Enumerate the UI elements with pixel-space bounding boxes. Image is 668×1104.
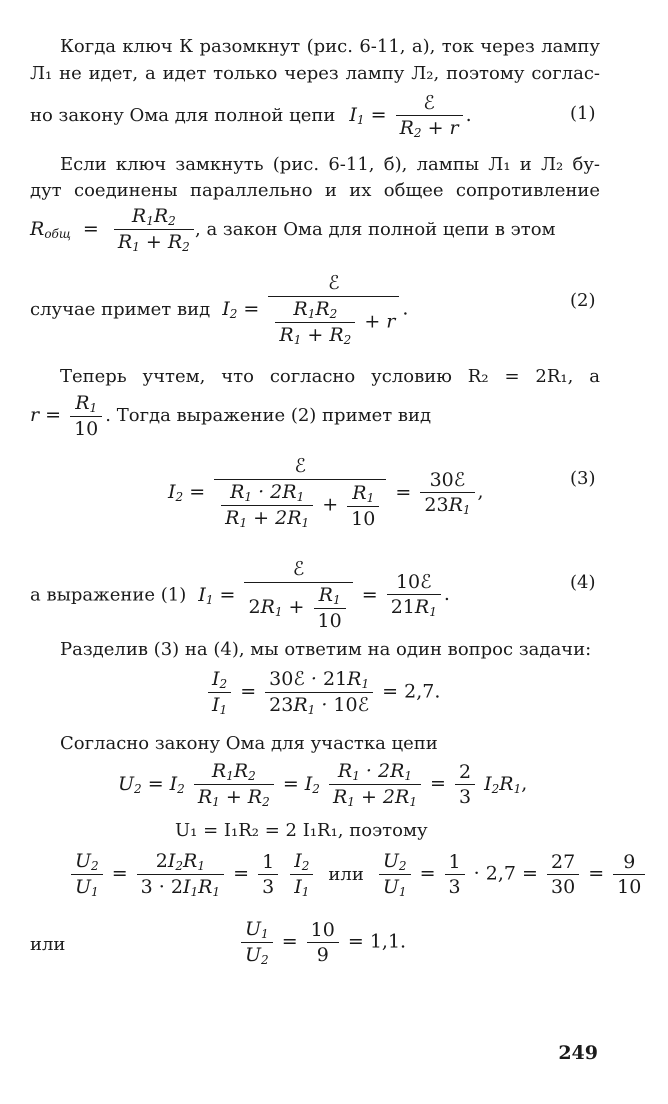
equation-final: $\frac{U_1}{U_2}$ = $\frac{10}{9}$ = 1,1. — [238, 918, 406, 967]
equation-u2: $U_2 = I_2$ $\frac{R_1R_2}{R_1 + R_2}$ = $I_2$ $\frac{R_1 \cdot 2R_1}{R_1 + 2R_1}$ = $\frac{2}{3}$ $I_2R_1$, — [118, 760, 528, 809]
paragraph-line: Если ключ замкнуть (рис. 6-11, б), лампы Л₁ и Л₂ бу- — [60, 154, 600, 175]
paragraph-line: U₁ = I₁R₂ = 2 I₁R₁, поэтому — [175, 820, 428, 841]
paragraph-line: , а закон Ома для полной цепи в этом — [195, 219, 556, 240]
equation-1: но закону Ома для полной цепи $I_1$ = $\frac{\text{ℰ}}{R_2 + r}$ . — [30, 92, 472, 140]
equation-r: r = $\frac{R_1}{10}$ . Тогда выражение (2) примет вид — [30, 392, 432, 440]
paragraph-line: дут соединены параллельно и их общее сопротивление — [30, 180, 600, 201]
paragraph-line: Когда ключ К разомкнут (рис. 6-11, а), ток через лампу — [60, 36, 600, 57]
equation-ratio-currents: $\frac{I_2}{I_1}$ = $\frac{30ℰ \cdot 21R_1}{23R_1 \cdot 10ℰ}$ = 2,7. — [205, 668, 440, 717]
equation-number: (2) — [570, 290, 596, 311]
paragraph-line: Согласно закону Ома для участка цепи — [60, 733, 438, 754]
equation-ratio-voltages: $\frac{U_2}{U_1}$ = $\frac{2I_2R_1}{3 \cdot 2I_1R_1}$ = $\frac{1}{3}$ $\frac{I_2}{I_1}$ или $\frac{U_2}{U_1}$ = $\frac{1}{3}$ · 2,7 = $\frac{27}{30}$ = $\frac{9}{10}$ — [68, 850, 648, 899]
equation-r-total: $R_{общ}$ = $\frac{R_1R_2}{R_1 + R_2}$ — [30, 205, 197, 254]
equation-2: случае примет вид $I_2$ = ℰ $\frac{R_1R_2}{R_1 + R_2}$ + r . — [30, 272, 409, 347]
equation-3: $I_2$ = ℰ $\frac{R_1 \cdot 2R_1}{R_1 + 2R_1}$ + $\frac{R_1}{10}$ = $\frac{\text{30ℰ}}{23R_1}$ , — [168, 455, 484, 530]
equation-number: (1) — [570, 103, 596, 124]
paragraph-line: Теперь учтем, что согласно условию R₂ = 2R₁, а — [60, 366, 600, 387]
equation-number: (4) — [570, 572, 596, 593]
paragraph-line: Разделив (3) на (4), мы ответим на один вопрос задачи: — [60, 639, 592, 660]
equation-number: (3) — [570, 468, 596, 489]
paragraph-line: Л₁ не идет, а идет только через лампу Л₂, поэтому соглас- — [30, 63, 600, 84]
page-number: 249 — [558, 1042, 598, 1064]
paragraph-line: или — [30, 934, 66, 955]
equation-4: а выражение (1) $I_1$ = ℰ $2R_1$ + $\frac{R_1}{10}$ = $\frac{\text{10ℰ}}{21R_1}$ . — [30, 558, 450, 632]
